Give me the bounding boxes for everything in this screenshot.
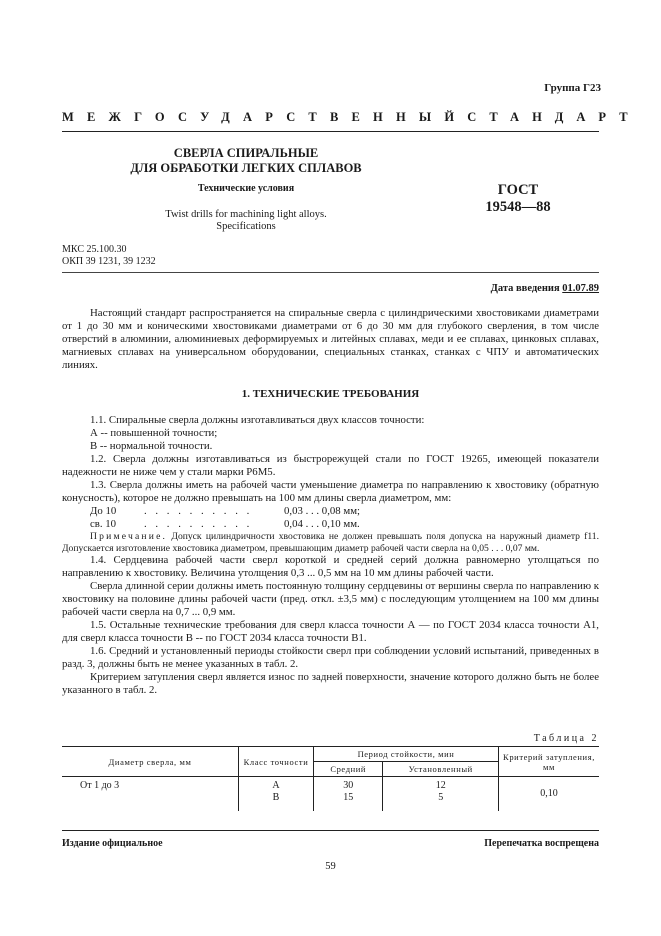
- note: [62, 531, 599, 554]
- header-criterion: Критерий затупления, мм: [499, 747, 600, 777]
- tolerance-leader: . . . . . . . . . .: [144, 518, 253, 530]
- clause-1-4-b: Сверла длинной серии должны иметь постоянную толщину сердцевины от вершины сверла по направлению к хвостовику на половине длины рабочей части (пред. откл. ±3,5 мм) с последующим утолщением на 100 мм длины рабочей части сверла на 0,7 ... 0,9 мм.: [62, 580, 599, 618]
- classification-codes: [62, 244, 156, 267]
- header-diameter: Диаметр сверла, мм: [62, 747, 239, 777]
- intro-text: Настоящий стандарт распространяется на спиральные сверла с цилиндрическими хвостовиками диаметрами от 1 до 30 мм и коническими хвостовиками диаметрами от 6 до 30 мм для глубокого сверления, в том числе отверстий в алюминии, алюминиевых деформируемых и литейных сплавах, меди и ее сплавах, цинковых сплавах, магниевых сплавах на универсальном оборудовании, специальных станках, станках с ЧПУ и автоматических линиях.: [62, 307, 599, 371]
- footer-official-edition: Издание официальное: [62, 838, 163, 849]
- standard-header: [62, 110, 641, 125]
- clause-1-5: 1.5. Остальные технические требования для сверл класса точности А — по ГОСТ 2034 класса точности А1, для сверл класса точности В -- по ГОСТ 2034 класса точности В1.: [62, 619, 599, 644]
- document-subtitle: Технические условия: [197, 183, 295, 194]
- cell-set: [383, 777, 499, 812]
- tolerance-value: 0,03 . . . 0,08 мм;: [284, 505, 361, 517]
- note-text: Допуск цилиндричности хвостовика не должен превышать поля допуска на наружный диаметр f11. Допускается изготовление хвостовика диаметром, превышающим диаметр рабочей части сверла на 0,05 . . . 0,07 мм.: [62, 531, 599, 554]
- document-title: [62, 146, 430, 176]
- footer-reprint-prohibited: Перепечатка воспрещена: [484, 838, 599, 849]
- clause-1-6: 1.6. Средний и установленный периоды стойкости сверл при соблюдении условий испытаний, приведенных в разд. 3, должны быть не менее указанных в табл. 2.: [62, 645, 599, 670]
- english-title-line-1: Twist drills for machining light alloys.: [165, 209, 327, 220]
- clause-1-1: 1.1. Спиральные сверла должны изготавливаться двух классов точности:: [90, 414, 425, 426]
- cell-class-a: А: [272, 780, 280, 791]
- cell-average-b: 15: [343, 791, 354, 803]
- cell-average-a: 30: [343, 780, 354, 791]
- page-number: 59: [325, 861, 336, 872]
- cell-class-b: В: [272, 791, 280, 803]
- clause-1-1-a: А -- повышенной точности;: [90, 427, 218, 439]
- clause-1-6-b: Критерием затупления сверл является износ по задней поверхности, значение которого должно быть не более указанного в табл. 2.: [62, 671, 599, 696]
- header-period: Период стойкости, мин: [314, 747, 499, 762]
- tolerance-row: [62, 505, 599, 518]
- standard-right-word: СТАНДАРТ: [467, 110, 641, 124]
- cell-diameter: От 1 до 3: [80, 780, 120, 791]
- clause-1-1-b: В -- нормальной точности.: [90, 440, 213, 452]
- codes-divider: [62, 272, 599, 273]
- title-line-2: ДЛЯ ОБРАБОТКИ ЛЕГКИХ СПЛАВОВ: [130, 161, 362, 175]
- footer-divider: [62, 830, 599, 831]
- intro-date: [491, 283, 599, 294]
- section-heading: 1. ТЕХНИЧЕСКИЕ ТРЕБОВАНИЯ: [241, 388, 420, 400]
- group-code: Группа Г23: [544, 82, 601, 94]
- clause-1-2: 1.2. Сверла должны изготавливаться из быстрорежущей стали по ГОСТ 19265, имеющей показатели надежности не ниже чем у стали марки Р6М5.: [62, 453, 599, 478]
- cell-class: [239, 777, 314, 812]
- intro-date-value: 01.07.89: [562, 283, 599, 294]
- title-line-1: СВЕРЛА СПИРАЛЬНЫЕ: [173, 146, 319, 160]
- tolerance-range: До 10: [90, 505, 117, 517]
- english-title-line-2: Specifications: [216, 221, 276, 232]
- table-row: [62, 777, 599, 812]
- requirements-body: [62, 414, 599, 697]
- table-label: Таблица 2: [533, 733, 599, 744]
- table-header-row: [62, 747, 599, 762]
- gost-number: [470, 182, 566, 216]
- tolerance-row: [62, 518, 599, 531]
- mks-code: МКС 25.100.30: [62, 244, 127, 255]
- cell-set-b: 5: [438, 791, 444, 803]
- english-title: [62, 209, 430, 233]
- intro-paragraph: [62, 307, 599, 372]
- cell-set-a: 12: [435, 780, 446, 791]
- cell-criterion: 0,10: [499, 777, 600, 812]
- okp-code: ОКП 39 1231, 39 1232: [62, 255, 156, 267]
- clause-1-3: 1.3. Сверла должны иметь на рабочей части уменьшение диаметра по направлению к хвостовику (обратную конусность), которое не должно превышать на 100 мм длины сверла диаметром, мм:: [62, 479, 599, 504]
- tolerance-range: св. 10: [90, 518, 117, 530]
- standard-left-word: МЕЖГОСУДАРСТВЕННЫЙ: [62, 110, 468, 124]
- header-divider: [62, 131, 599, 132]
- clause-1-4: 1.4. Сердцевина рабочей части сверл короткой и средней серий должна равномерно утолщаться по направлению к хвостовику. Величина утолщения 0,3 ... 0,5 мм на 10 мм длины рабочей части.: [62, 554, 599, 579]
- header-average: Средний: [314, 762, 383, 777]
- tolerance-value: 0,04 . . . 0,10 мм.: [284, 518, 360, 530]
- cell-average: [314, 777, 383, 812]
- table-2: [62, 746, 599, 811]
- intro-date-label: Дата введения: [490, 283, 560, 294]
- header-class: Класс точности: [239, 747, 314, 777]
- gost-label: ГОСТ: [497, 182, 539, 198]
- header-set: Установленный: [383, 762, 499, 777]
- gost-code: 19548—88: [485, 199, 551, 215]
- note-label: Примечание.: [90, 531, 168, 542]
- tolerance-leader: . . . . . . . . . .: [144, 505, 253, 517]
